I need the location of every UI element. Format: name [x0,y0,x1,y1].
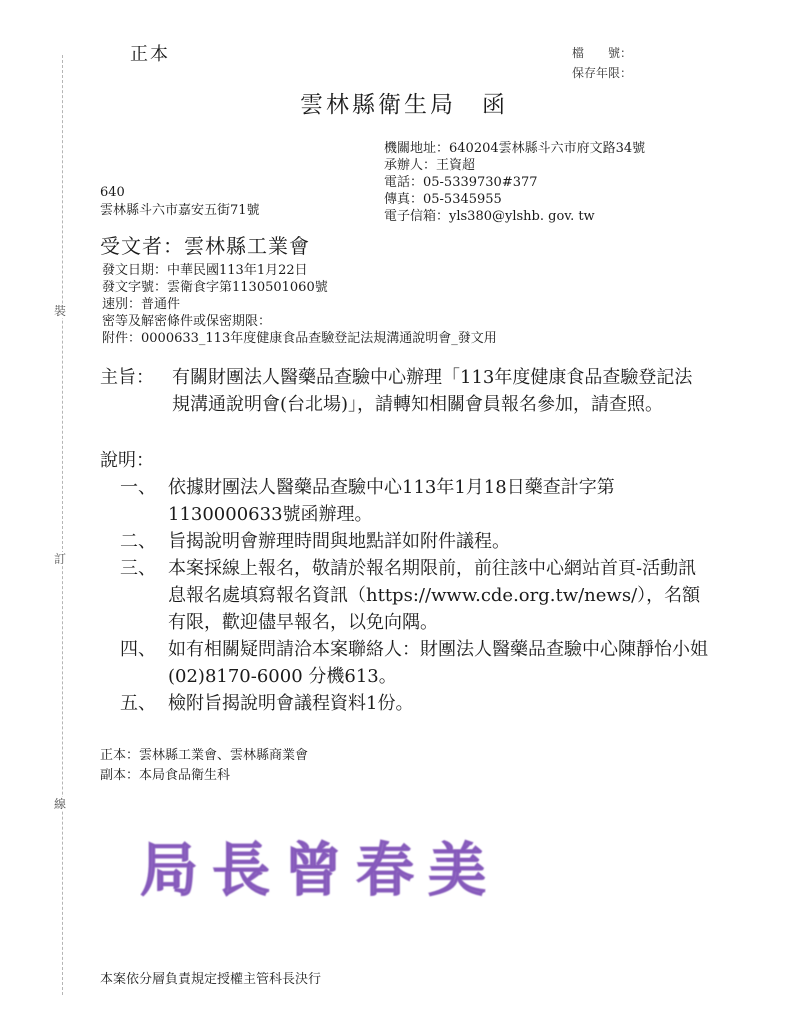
recipient-address: 雲林縣斗六市嘉安五街71號 [100,203,260,218]
secrecy-level: 密等及解密條件或保密期限： [102,314,272,329]
item-number: 三、 [120,558,156,579]
copy-mark: 正本 [130,44,170,65]
director-seal [140,826,520,906]
archive-file-no: 檔 號： [572,46,633,60]
distribution-copy: 副本：本局食品衛生科 [100,768,231,783]
agency-address: 機關地址：640204雲林縣斗六市府文路34號 [384,141,646,156]
item-text: 本案採線上報名，敬請於報名期限前，前往該中心網站首頁-活動訊息報名處填寫報名資訊（https://www.cde.org.tw/news/），名額有限，歡迎儘早報名，以免向隅。 [168,558,701,633]
binding-mark-zhuang: 裝 [54,304,67,318]
speed-class: 速別：普通件 [102,297,181,312]
binding-mark-ding: 訂 [54,552,67,566]
binding-line [62,55,63,995]
item-text: 旨揭說明會辦理時間與地點詳如附件議程。 [168,531,510,552]
document-meta [102,262,497,347]
subject-text: 有關財團法人醫藥品查驗中心辦理「113年度健康食品查驗登記法規溝通說明會(台北場)」，請轉知相關會員報名參加，請查照。 [172,367,693,415]
recipient-address-block [100,184,260,220]
agency-phone: 電話：05-5339730#377 [384,175,538,190]
distribution-original: 正本：雲林縣工業會、雲林縣商業會 [100,748,309,763]
item-number: 一、 [120,477,156,498]
explanation-item [120,474,710,528]
archive-retention: 保存年限： [572,66,633,80]
attachment: 附件：0000633_113年度健康食品查驗登記法規溝通說明會_發文用 [102,331,497,346]
item-text: 如有相關疑問請洽本案聯絡人：財團法人醫藥品查驗中心陳靜怡小姐(02)8170-6000 分機613。 [168,639,708,687]
postal-code: 640 [100,185,125,200]
explanation-item [120,636,710,690]
distribution [100,746,308,786]
item-text: 依據財團法人醫藥品查驗中心113年1月18日藥查計字第1130000633號函辦理。 [168,477,615,525]
document-number: 發文字號：雲衛食字第1130501060號 [102,280,328,295]
explanation-item [120,528,710,555]
seal-text: 局長曾春美 [140,836,501,904]
explanation-label: 說明： [100,450,154,471]
item-number: 二、 [120,531,156,552]
agency-fax: 傳真：05-5345955 [384,192,502,207]
item-number: 四、 [120,639,156,660]
explanation-item [120,555,710,636]
binding-mark-xian: 線 [54,797,67,811]
agency-email: 電子信箱：yls380@ylshb. gov. tw [384,209,595,224]
explanation-item [120,690,710,717]
document-title: 雲林縣衛生局 函 [300,92,508,118]
item-text: 檢附旨揭說明會議程資料1份。 [168,693,414,714]
agency-info [384,140,645,225]
agency-handler: 承辦人：王資超 [384,158,476,173]
recipient: 受文者：雲林縣工業會 [100,234,310,258]
issue-date: 發文日期：中華民國113年1月22日 [102,263,308,278]
item-number: 五、 [120,693,156,714]
explanation-list [120,474,710,717]
subject-section [100,364,710,418]
subject-label: 主旨： [100,367,154,388]
delegation-note: 本案依分層負責規定授權主管科長決行 [100,972,322,987]
